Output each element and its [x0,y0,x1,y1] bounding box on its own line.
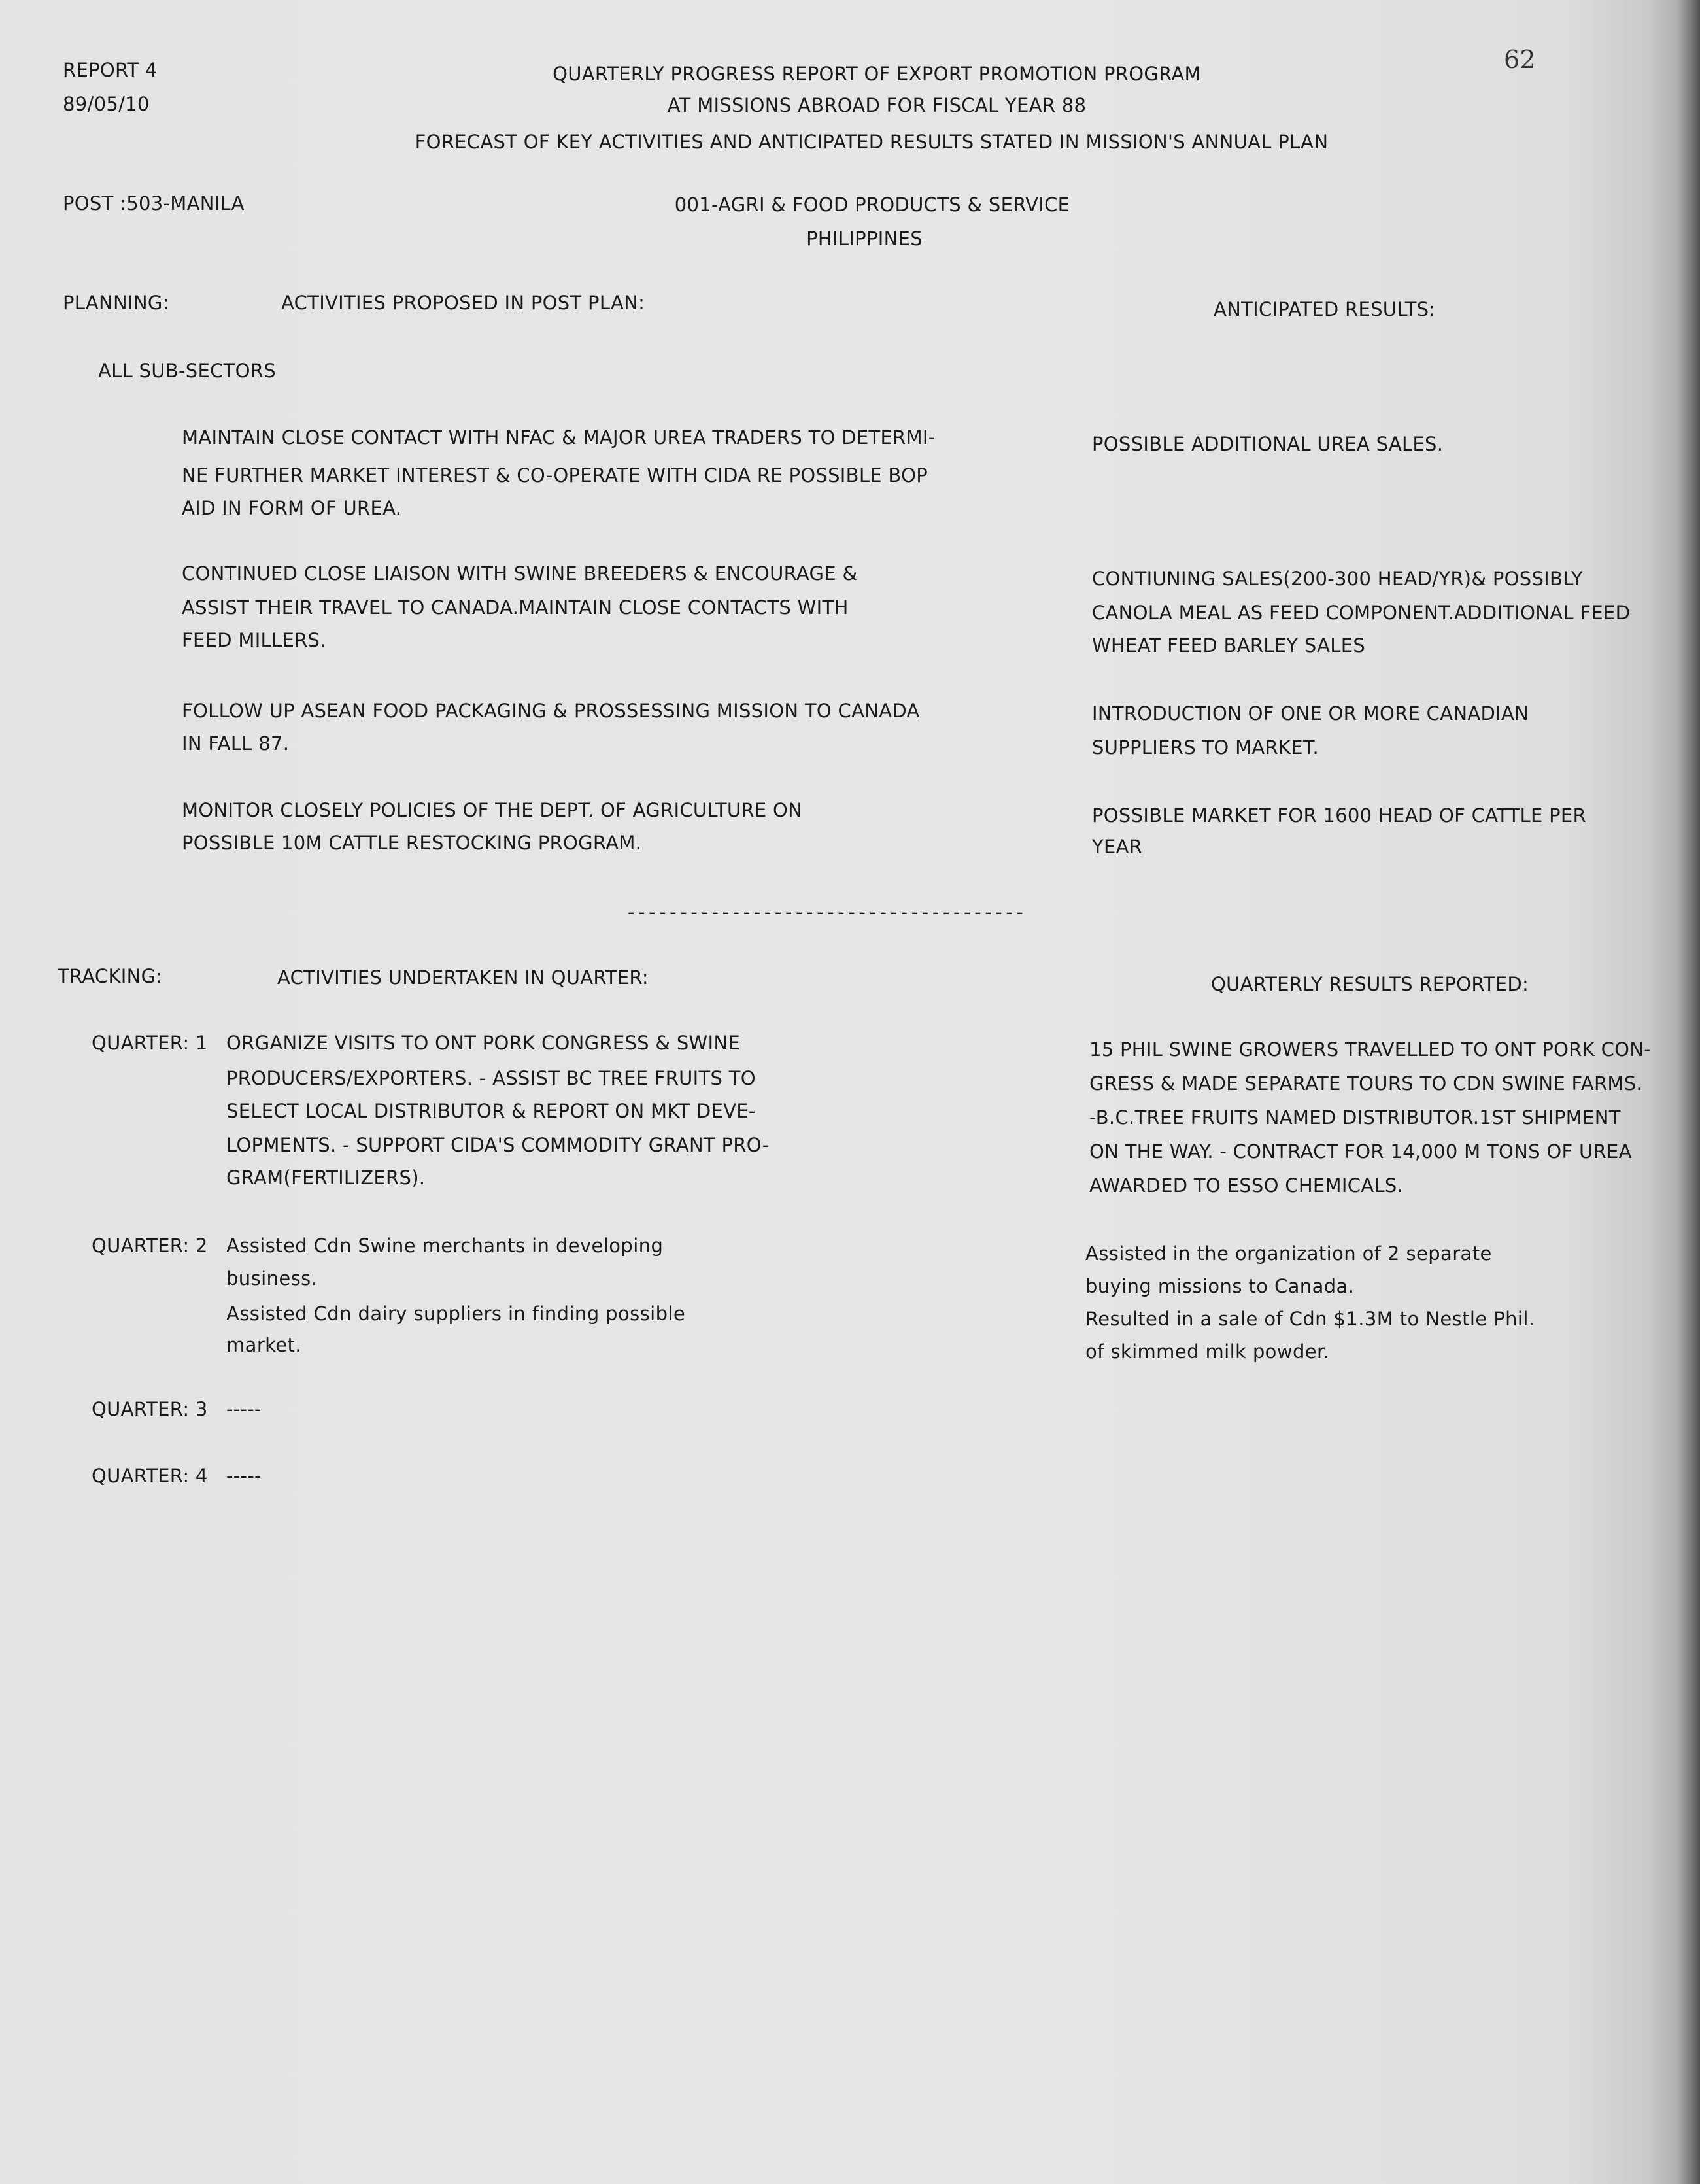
planning-activity-line: NE FURTHER MARKET INTEREST & CO-OPERATE WITH CIDA RE POSSIBLE BOP [182,464,928,486]
quarter-result-line: buying missions to Canada. [1085,1275,1355,1297]
planning-activity-line: MAINTAIN CLOSE CONTACT WITH NFAC & MAJOR UREA TRADERS TO DETERMI- [182,426,936,449]
tracking-activities-heading: ACTIVITIES UNDERTAKEN IN QUARTER: [277,966,649,989]
report-title-line-2: AT MISSIONS ABROAD FOR FISCAL YEAR 88 [667,94,1087,116]
quarter-result-line: Resulted in a sale of Cdn $1.3M to Nestle Phil. [1085,1308,1535,1330]
quarter-result-line: -B.C.TREE FRUITS NAMED DISTRIBUTOR.1ST SHIPMENT [1089,1106,1621,1129]
page-number: 62 [1504,45,1536,74]
report-date: 89/05/10 [63,93,150,115]
planning-activity-line: IN FALL 87. [182,732,290,755]
planning-activity-line: MONITOR CLOSELY POLICIES OF THE DEPT. OF AGRICULTURE ON [182,799,803,821]
planning-result-line: POSSIBLE ADDITIONAL UREA SALES. [1092,433,1444,455]
planning-activity-line: POSSIBLE 10M CATTLE RESTOCKING PROGRAM. [182,832,642,854]
sector-label: 001-AGRI & FOOD PRODUCTS & SERVICE [674,194,1070,216]
planning-result-line: CONTIUNING SALES(200-300 HEAD/YR)& POSSIBLY [1092,568,1583,590]
quarter-result-line: GRESS & MADE SEPARATE TOURS TO CDN SWINE FARMS. [1089,1072,1642,1095]
planning-activity-line: FEED MILLERS. [182,629,326,651]
country-label: PHILIPPINES [806,228,923,250]
quarter-label: QUARTER: 4 [92,1465,208,1487]
planning-result-line: CANOLA MEAL AS FEED COMPONENT.ADDITIONAL FEED [1092,602,1631,624]
quarter-activity-line: GRAM(FERTILIZERS). [226,1167,426,1189]
quarter-activity-line: ----- [226,1398,262,1420]
quarter-label: QUARTER: 2 [92,1235,208,1257]
tracking-results-heading: QUARTERLY RESULTS REPORTED: [1211,973,1529,995]
quarter-activity-line: business. [226,1267,318,1289]
quarter-result-line: Assisted in the organization of 2 separate [1085,1242,1492,1265]
quarter-activity-line: LOPMENTS. - SUPPORT CIDA'S COMMODITY GRANT PRO- [226,1134,770,1156]
planning-activity-line: CONTINUED CLOSE LIAISON WITH SWINE BREEDERS & ENCOURAGE & [182,562,858,585]
quarter-activity-line: market. [226,1334,301,1356]
quarter-label: QUARTER: 3 [92,1398,208,1420]
quarter-activity-line: ----- [226,1465,262,1487]
planning-results-heading: ANTICIPATED RESULTS: [1214,298,1436,320]
quarter-activity-line: ORGANIZE VISITS TO ONT PORK CONGRESS & SWINE [226,1032,740,1054]
quarter-result-line: 15 PHIL SWINE GROWERS TRAVELLED TO ONT PORK CON- [1089,1038,1651,1061]
planning-activities-heading: ACTIVITIES PROPOSED IN POST PLAN: [281,292,645,314]
report-title-line-3: FORECAST OF KEY ACTIVITIES AND ANTICIPATED RESULTS STATED IN MISSION'S ANNUAL PLAN [415,131,1329,153]
planning-label: PLANNING: [63,292,169,314]
planning-activity-line: FOLLOW UP ASEAN FOOD PACKAGING & PROSSESSING MISSION TO CANADA [182,700,920,722]
planning-result-line: YEAR [1092,836,1143,858]
quarter-label: QUARTER: 1 [92,1032,208,1054]
planning-result-line: POSSIBLE MARKET FOR 1600 HEAD OF CATTLE PER [1092,804,1587,827]
quarter-result-line: ON THE WAY. - CONTRACT FOR 14,000 M TONS OF UREA [1089,1140,1632,1163]
quarter-activity-line: SELECT LOCAL DISTRIBUTOR & REPORT ON MKT DEVE- [226,1100,756,1122]
subsector-label: ALL SUB-SECTORS [98,360,276,382]
planning-activity-line: AID IN FORM OF UREA. [182,497,402,519]
quarter-activity-line: Assisted Cdn dairy suppliers in finding possible [226,1303,686,1325]
page-edge-shadow [1678,0,1700,2184]
post-label: POST :503-MANILA [63,192,245,214]
report-title-line-1: QUARTERLY PROGRESS REPORT OF EXPORT PROMOTION PROGRAM [552,63,1201,85]
quarter-activity-line: Assisted Cdn Swine merchants in developing [226,1235,664,1257]
planning-result-line: INTRODUCTION OF ONE OR MORE CANADIAN [1092,702,1529,725]
quarter-result-line: of skimmed milk powder. [1085,1340,1330,1363]
quarter-activity-line: PRODUCERS/EXPORTERS. - ASSIST BC TREE FRUITS TO [226,1067,756,1089]
planning-activity-line: ASSIST THEIR TRAVEL TO CANADA.MAINTAIN CLOSE CONTACTS WITH [182,596,849,619]
quarter-result-line: AWARDED TO ESSO CHEMICALS. [1089,1174,1404,1197]
section-divider: -------------------------------------- [628,901,1027,923]
planning-result-line: WHEAT FEED BARLEY SALES [1092,634,1366,657]
report-number: REPORT 4 [63,59,158,81]
tracking-label: TRACKING: [58,965,163,987]
planning-result-line: SUPPLIERS TO MARKET. [1092,736,1319,759]
